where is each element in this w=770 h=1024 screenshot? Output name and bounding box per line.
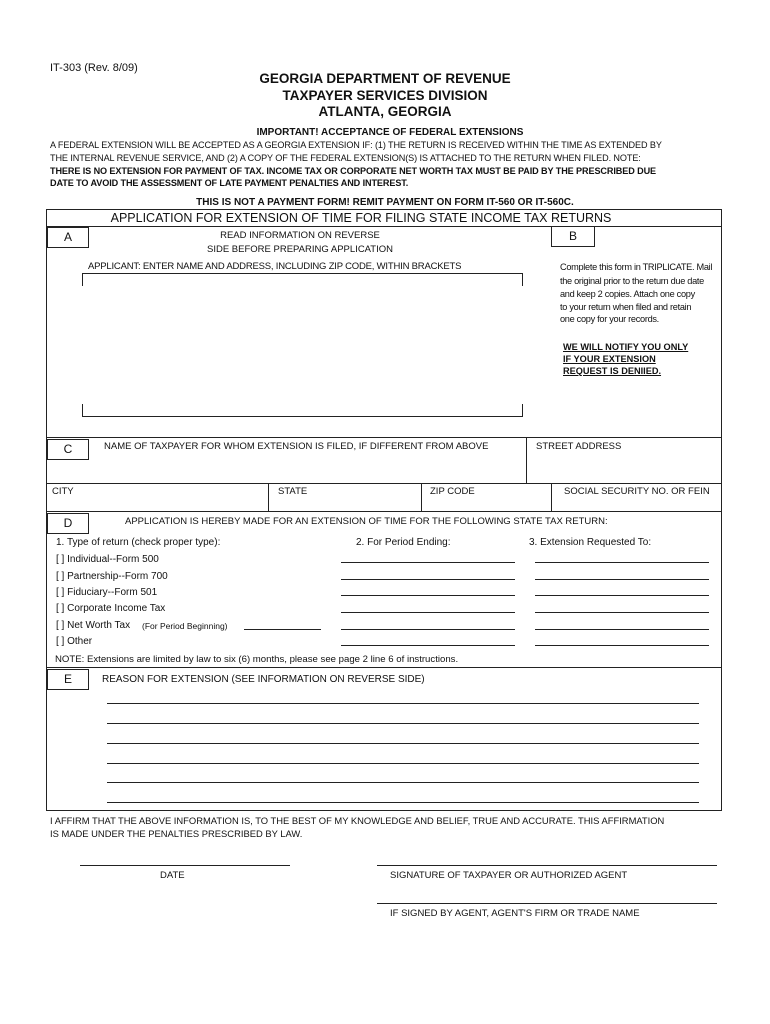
state-field[interactable] — [270, 497, 419, 510]
affirmation-line-2: IS MADE UNDER THE PENALTIES PRESCRIBED BY LAW. — [50, 828, 303, 839]
section-a-read-2: SIDE BEFORE PREPARING APPLICATION — [207, 244, 393, 255]
section-b-notify-1: WE WILL NOTIFY YOU ONLY — [563, 342, 689, 352]
extension-to-field-1[interactable] — [535, 562, 709, 563]
taxpayer-name-label: NAME OF TAXPAYER FOR WHOM EXTENSION IS FILED, IF DIFFERENT FROM ABOVE — [104, 441, 489, 452]
affirmation-line-1: I AFFIRM THAT THE ABOVE INFORMATION IS, TO THE BEST OF MY KNOWLEDGE AND BELIEF, TRUE AND ACCURATE. THIS AFFIRMATION — [50, 815, 665, 826]
section-b-notify-3: REQUEST IS DENIIED. — [563, 366, 662, 376]
extension-to-field-6[interactable] — [535, 645, 709, 646]
reason-heading: REASON FOR EXTENSION (SEE INFORMATION ON REVERSE SIDE) — [102, 674, 425, 685]
header-location: ATLANTA, GEORGIA — [318, 104, 452, 119]
section-d-label: D — [47, 513, 89, 534]
important-title: IMPORTANT! ACCEPTANCE OF FEDERAL EXTENSIONS — [256, 127, 524, 138]
reason-line-5[interactable] — [107, 782, 699, 783]
section-b-instr-4: to your return when filed and retain — [560, 302, 692, 312]
extension-to-field-4[interactable] — [535, 612, 709, 613]
extension-limit-note: NOTE: Extensions are limited by law to six (6) months, please see page 2 line 6 of instructions. — [55, 654, 459, 665]
reason-line-6[interactable] — [107, 802, 699, 803]
taxpayer-name-field[interactable] — [90, 455, 520, 481]
section-b-instr-1: Complete this form in TRIPLICATE. Mail — [560, 262, 713, 272]
important-text-2: THE INTERNAL REVENUE SERVICE, AND (2) A COPY OF THE FEDERAL EXTENSION(S) IS ATTACHED TO THE RETURN WHEN FILED. NOTE: — [50, 153, 641, 163]
period-ending-heading: 2. For Period Ending: — [356, 537, 451, 548]
important-text-4: DATE TO AVOID THE ASSESSMENT OF LATE PAYMENT PENALTIES AND INTEREST. — [50, 178, 409, 188]
reason-line-3[interactable] — [107, 743, 699, 744]
checkbox-partnership[interactable]: [ ] Partnership--Form 700 — [56, 571, 168, 582]
section-b-notify-2: IF YOUR EXTENSION — [563, 354, 656, 364]
city-label: CITY — [52, 486, 74, 497]
section-c-label: C — [47, 439, 89, 460]
reason-line-1[interactable] — [107, 703, 699, 704]
period-ending-field-2[interactable] — [341, 579, 515, 580]
section-a-label: A — [47, 227, 89, 248]
date-field[interactable] — [80, 865, 290, 866]
section-b-instr-2: the original prior to the return due date — [560, 276, 704, 286]
street-address-field[interactable] — [530, 455, 715, 481]
section-e-label: E — [47, 669, 89, 690]
bracket-bottom-right — [516, 404, 523, 417]
header-title: GEORGIA DEPARTMENT OF REVENUE — [259, 71, 511, 86]
section-b-instr-5: one copy for your records. — [560, 314, 659, 324]
bracket-top-right — [516, 273, 523, 286]
header-division: TAXPAYER SERVICES DIVISION — [282, 88, 488, 103]
signature-label: SIGNATURE OF TAXPAYER OR AUTHORIZED AGENT — [390, 870, 628, 881]
period-ending-field-4[interactable] — [341, 612, 515, 613]
city-field[interactable] — [48, 497, 266, 510]
street-address-label: STREET ADDRESS — [536, 441, 622, 452]
checkbox-corporate-income[interactable]: [ ] Corporate Income Tax — [56, 603, 166, 614]
extension-to-field-3[interactable] — [535, 595, 709, 596]
period-beginning-field[interactable] — [244, 629, 321, 630]
form-title: APPLICATION FOR EXTENSION OF TIME FOR FILING STATE INCOME TAX RETURNS — [110, 211, 612, 225]
applicant-instruction: APPLICANT: ENTER NAME AND ADDRESS, INCLUDING ZIP CODE, WITHIN BRACKETS — [88, 261, 462, 272]
section-b-instr-3: and keep 2 copies. Attach one copy — [560, 289, 695, 299]
section-b-label: B — [551, 226, 595, 247]
zip-code-label: ZIP CODE — [430, 486, 475, 497]
extension-to-field-2[interactable] — [535, 579, 709, 580]
state-label: STATE — [278, 486, 308, 497]
checkbox-other[interactable]: [ ] Other — [56, 636, 93, 647]
checkbox-net-worth[interactable]: [ ] Net Worth Tax — [56, 620, 131, 631]
return-type-heading: 1. Type of return (check proper type): — [56, 537, 221, 548]
period-ending-field-6[interactable] — [341, 645, 515, 646]
extension-to-field-5[interactable] — [535, 629, 709, 630]
extension-to-heading: 3. Extension Requested To: — [529, 537, 652, 548]
important-text-3: THERE IS NO EXTENSION FOR PAYMENT OF TAX. INCOME TAX OR CORPORATE NET WORTH TAX MUST BE PAID BY THE PRESCRIBED DUE — [50, 166, 657, 176]
section-a-read-1: READ INFORMATION ON REVERSE — [220, 230, 380, 241]
section-d-heading: APPLICATION IS HEREBY MADE FOR AN EXTENSION OF TIME FOR THE FOLLOWING STATE TAX RETURN: — [125, 516, 608, 527]
reason-line-2[interactable] — [107, 723, 699, 724]
payment-notice: THIS IS NOT A PAYMENT FORM! REMIT PAYMENT ON FORM IT-560 OR IT-560C. — [196, 197, 574, 208]
applicant-name-address-field[interactable] — [88, 277, 513, 407]
period-ending-field-5[interactable] — [341, 629, 515, 630]
ssn-fein-label: SOCIAL SECURITY NO. OR FEIN — [564, 486, 710, 497]
important-text-1: A FEDERAL EXTENSION WILL BE ACCEPTED AS A GEORGIA EXTENSION IF: (1) THE RETURN IS RECEIVED WITHIN THE TIME AS EXTENDED BY — [50, 140, 662, 150]
period-ending-field-1[interactable] — [341, 562, 515, 563]
period-beginning-label: (For Period Beginning) — [142, 621, 228, 631]
period-ending-field-3[interactable] — [341, 595, 515, 596]
signature-field[interactable] — [377, 865, 717, 866]
date-label: DATE — [160, 870, 185, 881]
checkbox-fiduciary[interactable]: [ ] Fiduciary--Form 501 — [56, 587, 158, 598]
checkbox-individual[interactable]: [ ] Individual--Form 500 — [56, 554, 159, 565]
ssn-fein-field[interactable] — [553, 497, 719, 510]
agent-firm-field[interactable] — [377, 903, 717, 904]
agent-firm-label: IF SIGNED BY AGENT, AGENT'S FIRM OR TRADE NAME — [390, 908, 640, 919]
form-id: IT-303 (Rev. 8/09) — [50, 62, 138, 74]
reason-line-4[interactable] — [107, 763, 699, 764]
zip-code-field[interactable] — [423, 497, 549, 510]
